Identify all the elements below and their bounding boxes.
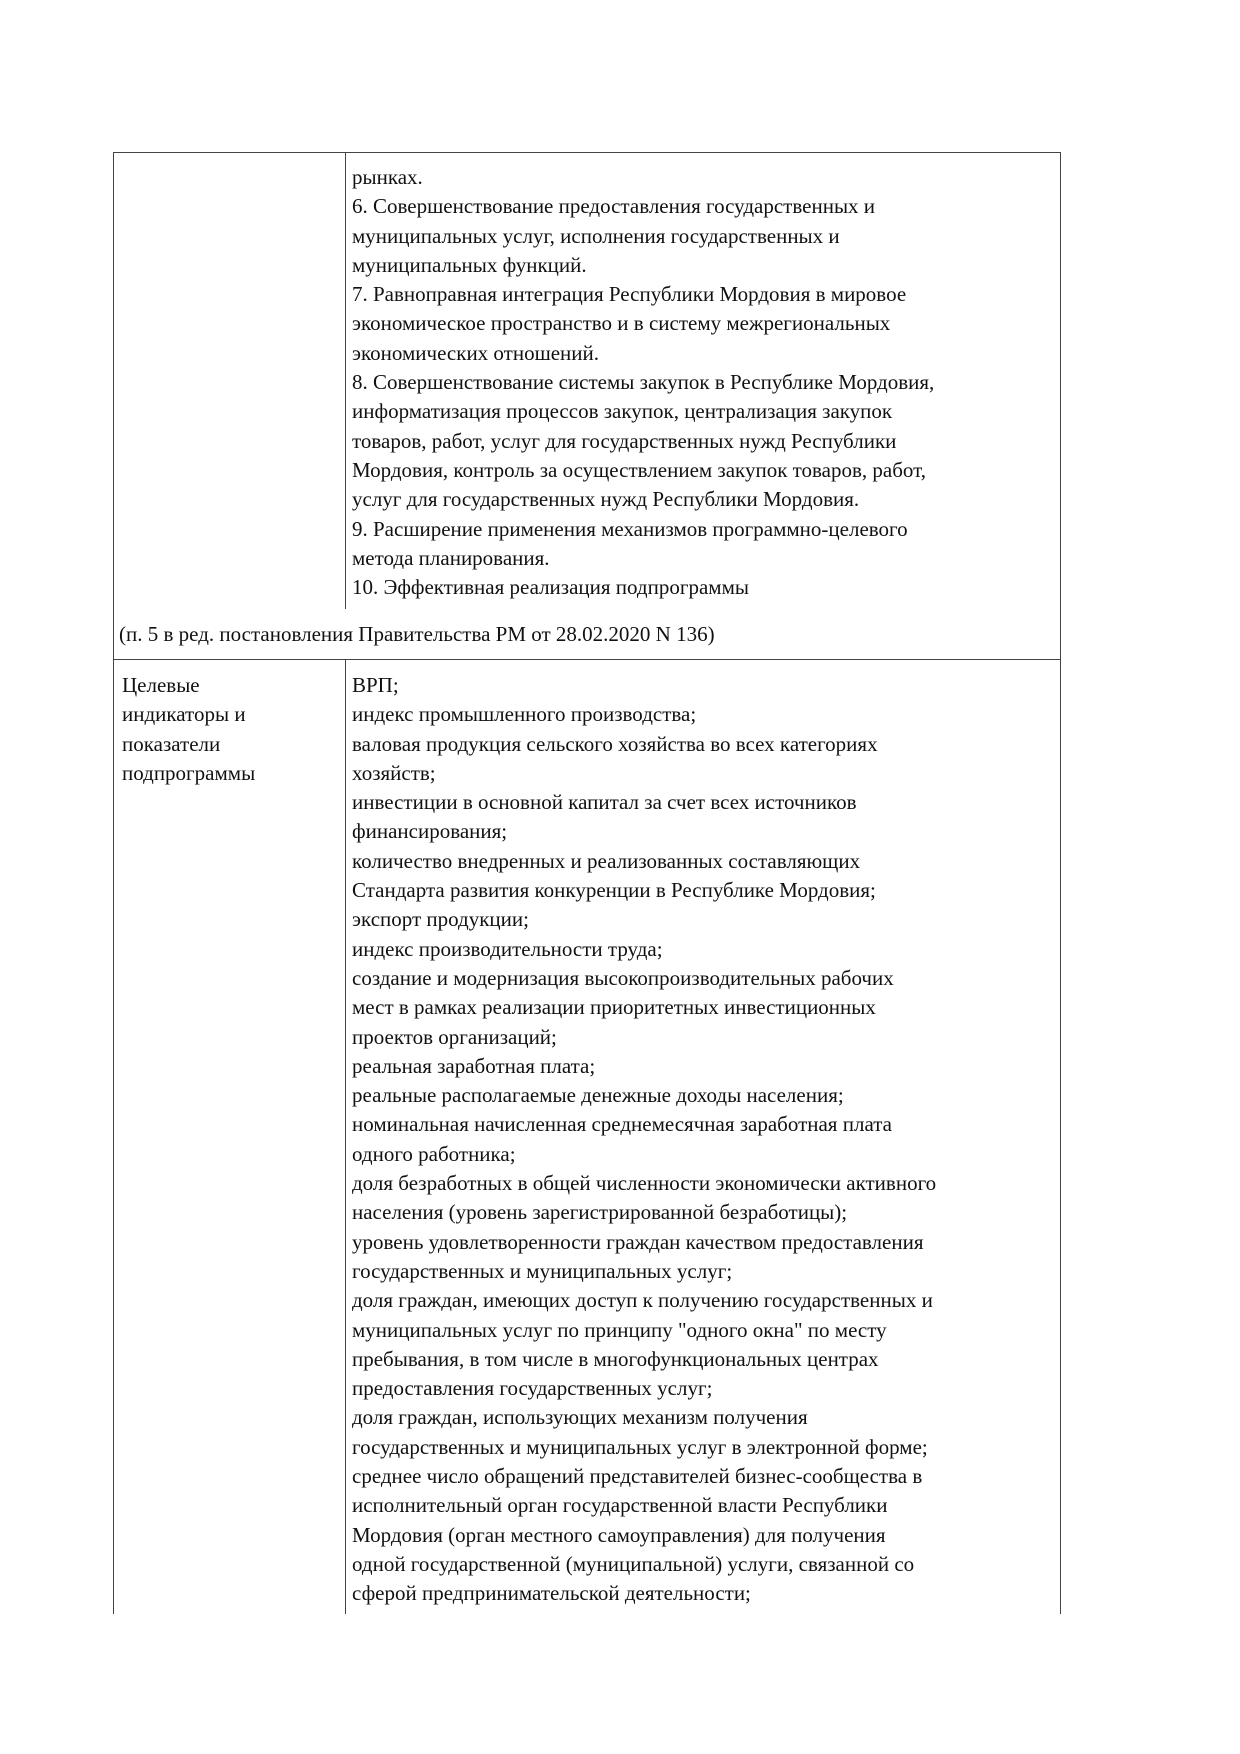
indicator-line: предоставления государственных услуг; [352, 1376, 713, 1401]
indicators-value-cell [352, 671, 936, 1609]
indicator-line: хозяйств; [352, 760, 436, 785]
table-left-border [113, 152, 114, 1614]
indicator-line: создание и модернизация высокопроизводительных рабочих [352, 965, 894, 990]
goal-line: 9. Расширение применения механизмов программно-целевого [352, 516, 908, 541]
indicator-line: доля граждан, имеющих доступ к получению государственных и [352, 1288, 933, 1313]
goal-line: товаров, работ, услуг для государственных нужд Республики [352, 428, 897, 453]
column-divider-row1 [345, 152, 346, 609]
goal-line: 6. Совершенствование предоставления государственных и [352, 194, 876, 219]
goal-line: экономических отношений. [352, 340, 600, 365]
goal-line: 7. Равноправная интеграция Республики Мордовия в мировое [352, 282, 907, 307]
goals-cell [352, 163, 934, 602]
column-divider-row2 [345, 659, 346, 1614]
goal-line: муниципальных функций. [352, 252, 587, 277]
indicator-line: реальные располагаемые денежные доходы населения; [352, 1083, 844, 1108]
indicator-line: реальная заработная плата; [352, 1053, 596, 1078]
goal-line: информатизация процессов закупок, централизация закупок [352, 399, 893, 424]
label-line: подпрограммы [122, 760, 256, 785]
indicator-line: индекс промышленного производства; [352, 702, 697, 727]
goal-line: муниципальных услуг, исполнения государственных и [352, 223, 840, 248]
indicator-line: экспорт продукции; [352, 907, 529, 932]
label-line: показатели [122, 731, 221, 756]
indicator-line: проектов организаций; [352, 1024, 557, 1049]
indicators-label-cell [122, 671, 255, 788]
indicator-line: Стандарта развития конкуренции в Республике Мордовия; [352, 878, 876, 903]
indicator-line: уровень удовлетворенности граждан качеством предоставления [352, 1229, 924, 1254]
indicator-line: номинальная начисленная среднемесячная заработная плата [352, 1112, 892, 1137]
indicator-line: доля граждан, использующих механизм получения [352, 1405, 808, 1430]
indicator-line: количество внедренных и реализованных составляющих [352, 848, 861, 873]
goal-line: услуг для государственных нужд Республики Мордовия. [352, 487, 860, 512]
indicator-line: Мордовия (орган местного самоуправления) для получения [352, 1522, 886, 1547]
indicator-line: индекс производительности труда; [352, 936, 663, 961]
indicator-line: валовая продукция сельского хозяйства во всех категориях [352, 731, 878, 756]
amendment-note: (п. 5 в ред. постановления Правительства РМ от 28.02.2020 N 136) [119, 622, 715, 646]
indicator-line: мест в рамках реализации приоритетных инвестиционных [352, 995, 876, 1020]
goal-line: рынках. [352, 165, 423, 189]
table-top-border [113, 152, 1061, 153]
table-right-border [1060, 152, 1061, 1614]
indicator-line: среднее число обращений представителей бизнес-сообщества в [352, 1464, 923, 1489]
indicator-line: одного работника; [352, 1141, 516, 1166]
indicator-line: одной государственной (муниципальной) услуги, связанной со [352, 1551, 915, 1576]
indicator-line: муниципальных услуг по принципу "одного окна" по месту [352, 1317, 887, 1342]
goal-line: 10. Эффективная реализация подпрограммы [352, 575, 749, 600]
indicator-line: государственных и муниципальных услуг в электронной форме; [352, 1434, 928, 1459]
indicator-line: сферой предпринимательской деятельности; [352, 1581, 751, 1606]
label-line: Целевые [122, 673, 200, 697]
goal-line: 8. Совершенствование системы закупок в Республике Мордовия, [352, 370, 935, 395]
goal-line: экономическое пространство и в систему межрегиональных [352, 311, 891, 336]
row-separator [113, 659, 1061, 660]
label-line: индикаторы и [122, 702, 246, 727]
indicator-line: пребывания, в том числе в многофункциональных центрах [352, 1346, 879, 1371]
goal-line: Мордовия, контроль за осуществлением закупок товаров, работ, [352, 457, 926, 482]
goal-line: метода планирования. [352, 545, 550, 570]
indicator-line: финансирования; [352, 819, 508, 844]
indicator-line: доля безработных в общей численности экономически активного [352, 1171, 937, 1196]
indicator-line: ВРП; [352, 673, 399, 697]
indicator-line: инвестиции в основной капитал за счет всех источников [352, 790, 857, 815]
indicator-line: населения (уровень зарегистрированной безработицы); [352, 1200, 848, 1225]
indicator-line: исполнительный орган государственной власти Республики [352, 1493, 888, 1518]
indicator-line: государственных и муниципальных услуг; [352, 1258, 733, 1283]
